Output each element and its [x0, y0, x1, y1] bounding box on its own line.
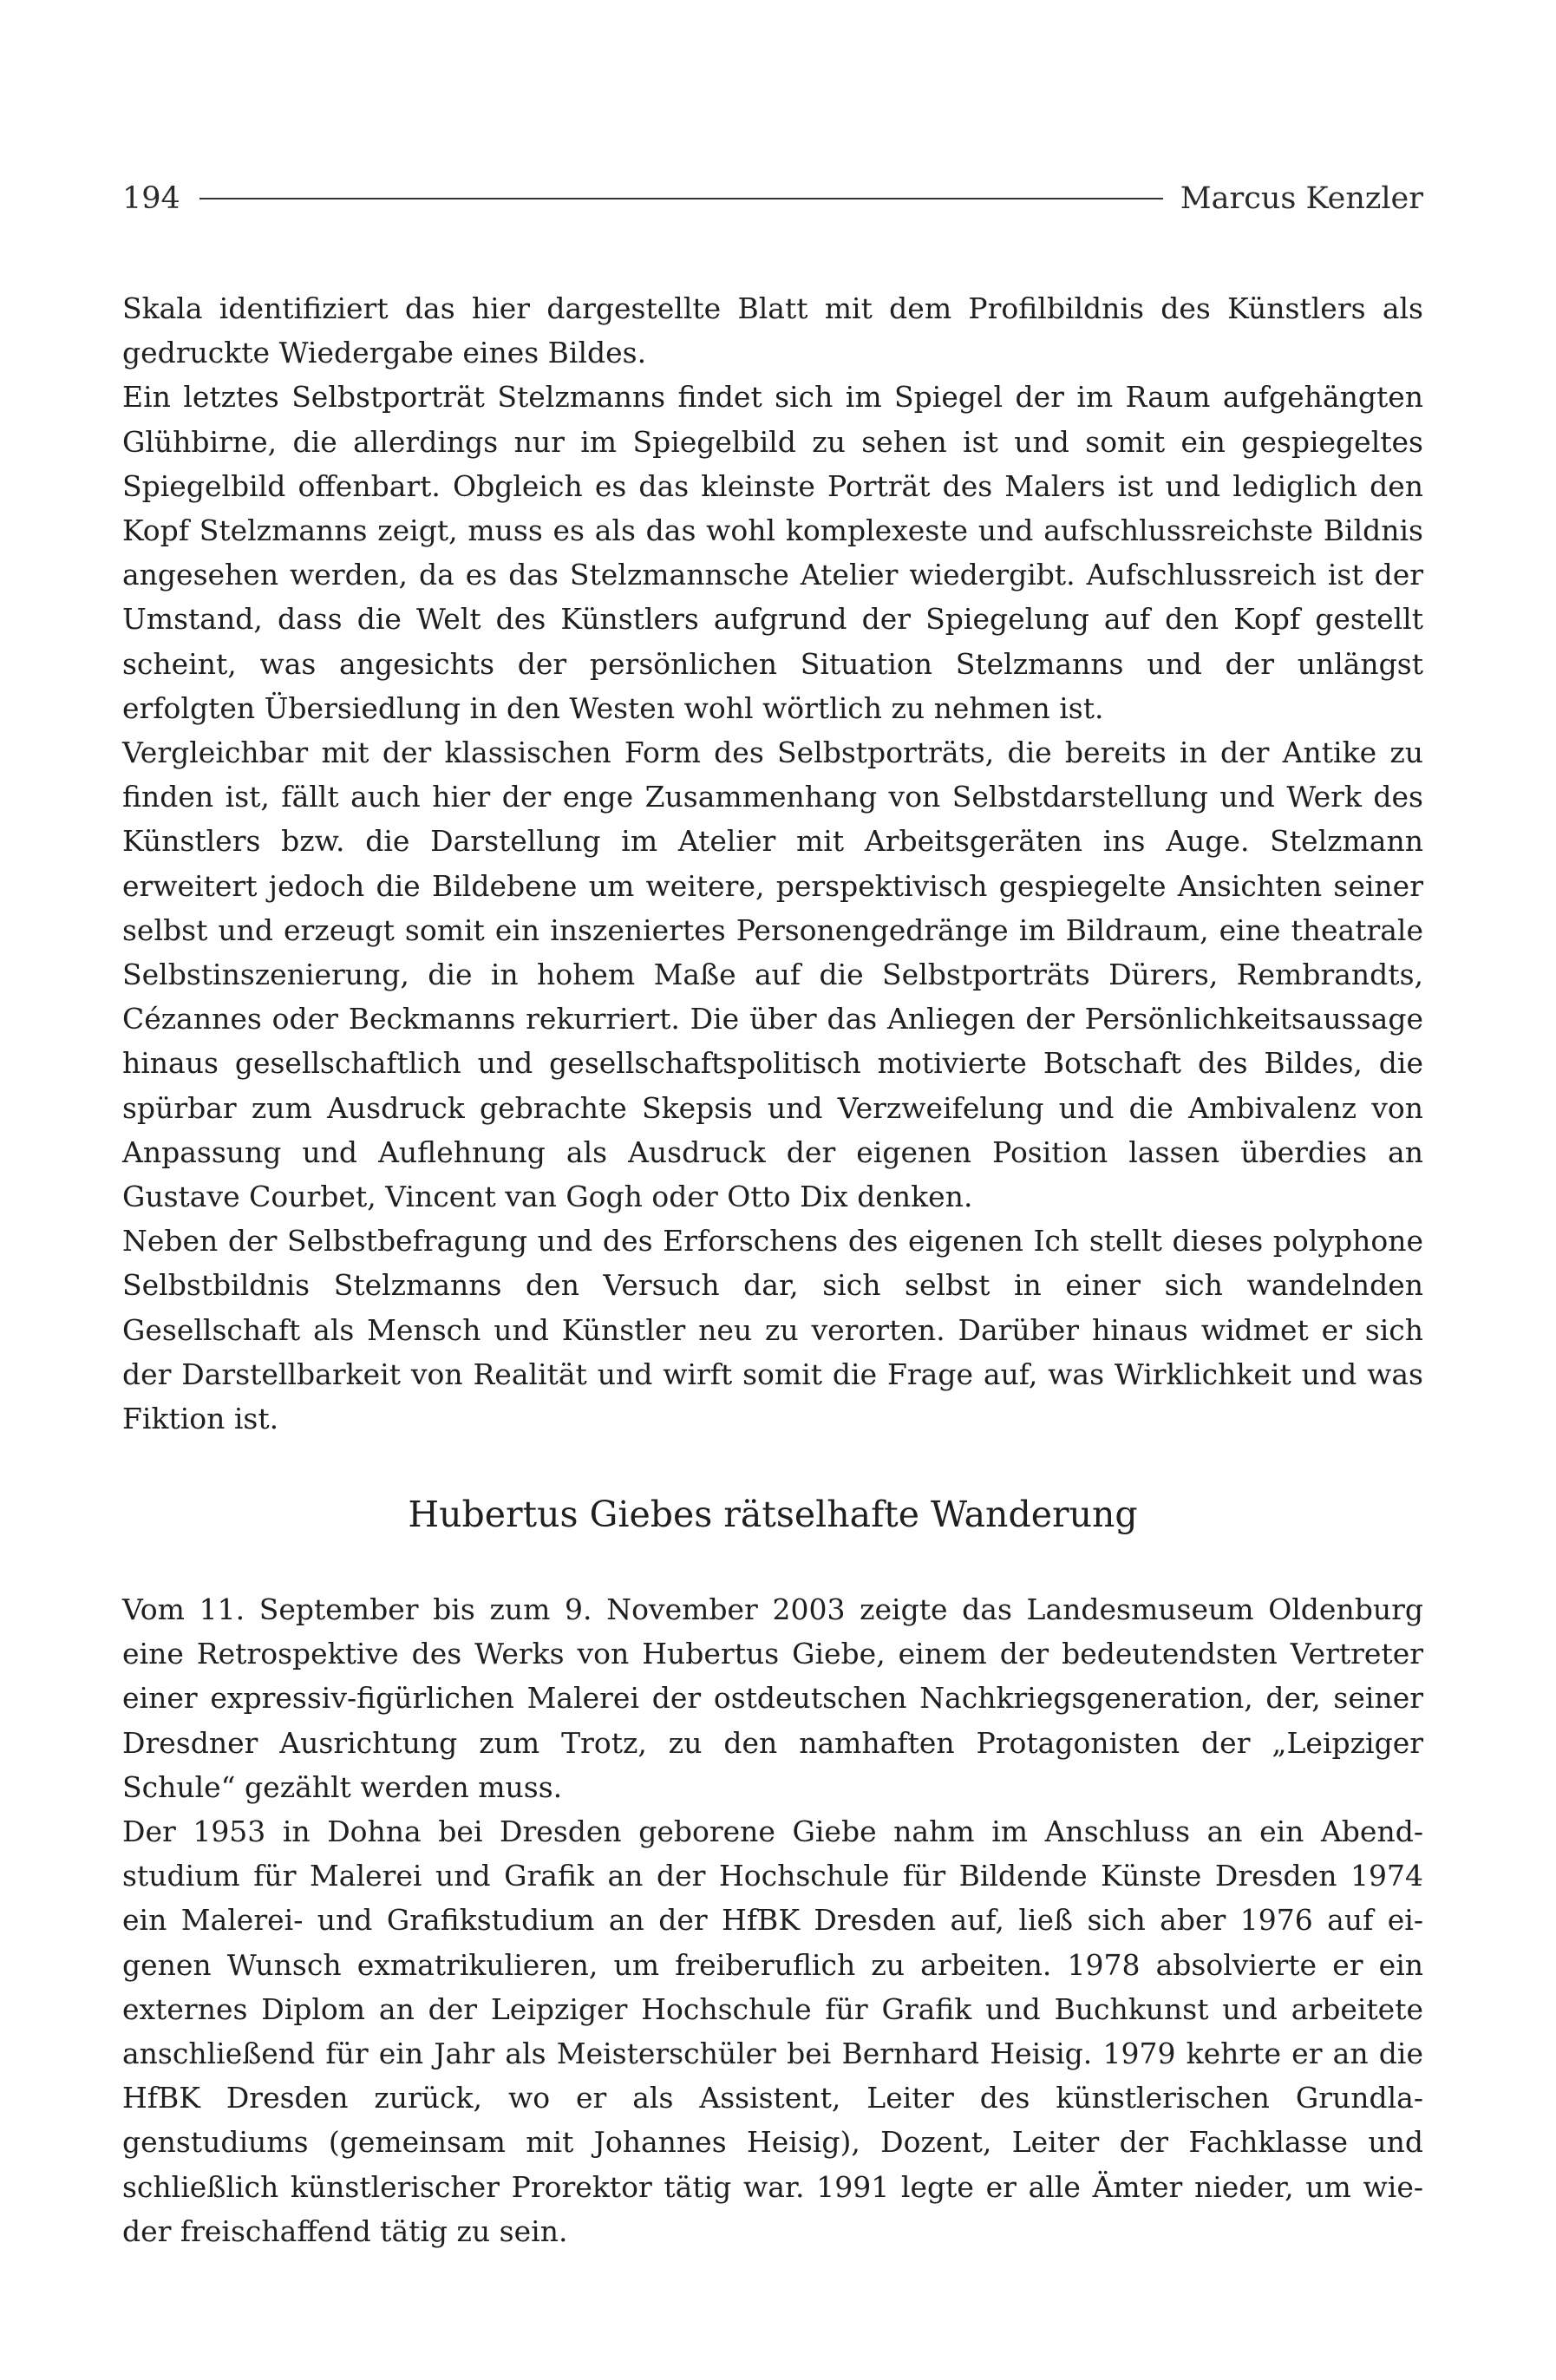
paragraph: Neben der Selbstbefragung und des Erforschens des eigenen Ich stellt dieses polyphone Selbstbildnis Stelzmanns den Versuch dar, sich selbst in einer sich wandelnden Gesellschaft als Mensch und Künstler neu zu verorten. Darüber hinaus widmet er sich der Darstellbarkeit von Realität und wirft somit die Frage auf, was Wirklichkeit und was Fiktion ist. — [122, 1224, 1423, 1436]
paragraph: Vom 11. September bis zum 9. November 2003 zeigte das Landesmuseum Oldenburg eine Retrospektive des Werks von Hubertus Giebe, einem der bedeutendsten Vertreter einer expressiv-figürlichen Malerei der ostdeutschen Nachkriegsgeneration, der, seiner Dresdner Ausrichtung zum Trotz, zu den namhaften Protagonisten der „Leipziger Schule“ gezählt werden muss. — [122, 1592, 1423, 1804]
paragraph: Ein letztes Selbstporträt Stelzmanns findet sich im Spiegel der im Raum aufgehängten Glühbirne, die allerdings nur im Spiegelbild zu sehen ist und somit ein gespiegeltes Spiegelbild offenbart. Obgleich es das kleinste Porträt des Malers ist und lediglich den Kopf Stelzmanns zeigt, muss es als das wohl komplexeste und aufschlussreichste Bildnis angesehen werden, da es das Stelzmannsche Atelier wiedergibt. Aufschlussreich ist der Umstand, dass die Welt des Künstlers aufgrund der Spiegelung auf den Kopf gestellt scheint, was angesichts der persönlichen Situation Stelzmanns und der unlängst erfolgten Übersiedlung in den Westen wohl wörtlich zu nehmen ist. — [122, 380, 1423, 725]
book-page — [122, 0, 1423, 2380]
running-head-author: Marcus Kenzler — [1180, 181, 1423, 216]
paragraph: Skala identifiziert das hier dargestellte Blatt mit dem Profilbildnis des Künstlers als gedruckte Wiedergabe eines Bildes. — [122, 291, 1423, 370]
body-text-section-2 — [122, 1587, 1423, 2253]
paragraph: Der 1953 in Dohna bei Dresden geborene Giebe nahm im Anschluss an ein Abendstudium für Malerei und Grafik an der Hochschule für Bildende Künste Dresden 1974 ein Malerei- und Grafikstudium an der HfBK Dresden auf, ließ sich aber 1976 auf eigenen Wunsch exmatrikulieren, um freiberuflich zu arbeiten. 1978 absolvierte er ein externes Diplom an der Leipziger Hochschule für Grafik und Buchkunst und arbeitete anschließend für ein Jahr als Meisterschüler bei Bernhard Heisig. 1979 kehrte er an die HfBK Dresden zurück, wo er als Assistent, Leiter des künstlerischen Grundlagenstudiums (gemeinsam mit Johannes Heisig), Dozent, Leiter der Fachklasse und schließlich künstlerischer Prorektor tätig war. 1991 legte er alle Ämter nieder, um wieder freischaffend tätig zu sein. — [122, 1814, 1423, 2248]
section-heading: Hubertus Giebes rätselhafte Wanderung — [408, 1494, 1138, 1535]
page-number: 194 — [122, 181, 180, 216]
paragraph: Vergleichbar mit der klassischen Form des Selbstporträts, die bereits in der Antike zu finden ist, fällt auch hier der enge Zusammenhang von Selbstdarstellung und Werk des Künstlers bzw. die Darstellung im Atelier mit Arbeitsgeräten ins Auge. Stelzmann erweitert jedoch die Bildebene um weitere, perspektivisch gespiegelte Ansichten seiner selbst und erzeugt somit ein inszeniertes Personengedränge im Bildraum, eine theatrale Selbstinszenierung, die in hohem Maße auf die Selbstporträts Dürers, Rembrandts, Cézannes oder Beckmanns rekurriert. Die über das Anliegen der Persönlichkeitsaussage hinaus gesellschaftlich und gesellschaftspolitisch motivierte Botschaft des Bildes, die spürbar zum Ausdruck gebrachte Skepsis und Verzweifelung und die Ambivalenz von Anpassung und Auflehnung als Ausdruck der eigenen Position lassen überdies an Gustave Courbet, Vincent van Gogh oder Otto Dix denken. — [122, 736, 1423, 1214]
running-head — [122, 177, 1423, 220]
header-rule — [199, 198, 1163, 199]
body-text-section-1 — [122, 286, 1423, 1441]
